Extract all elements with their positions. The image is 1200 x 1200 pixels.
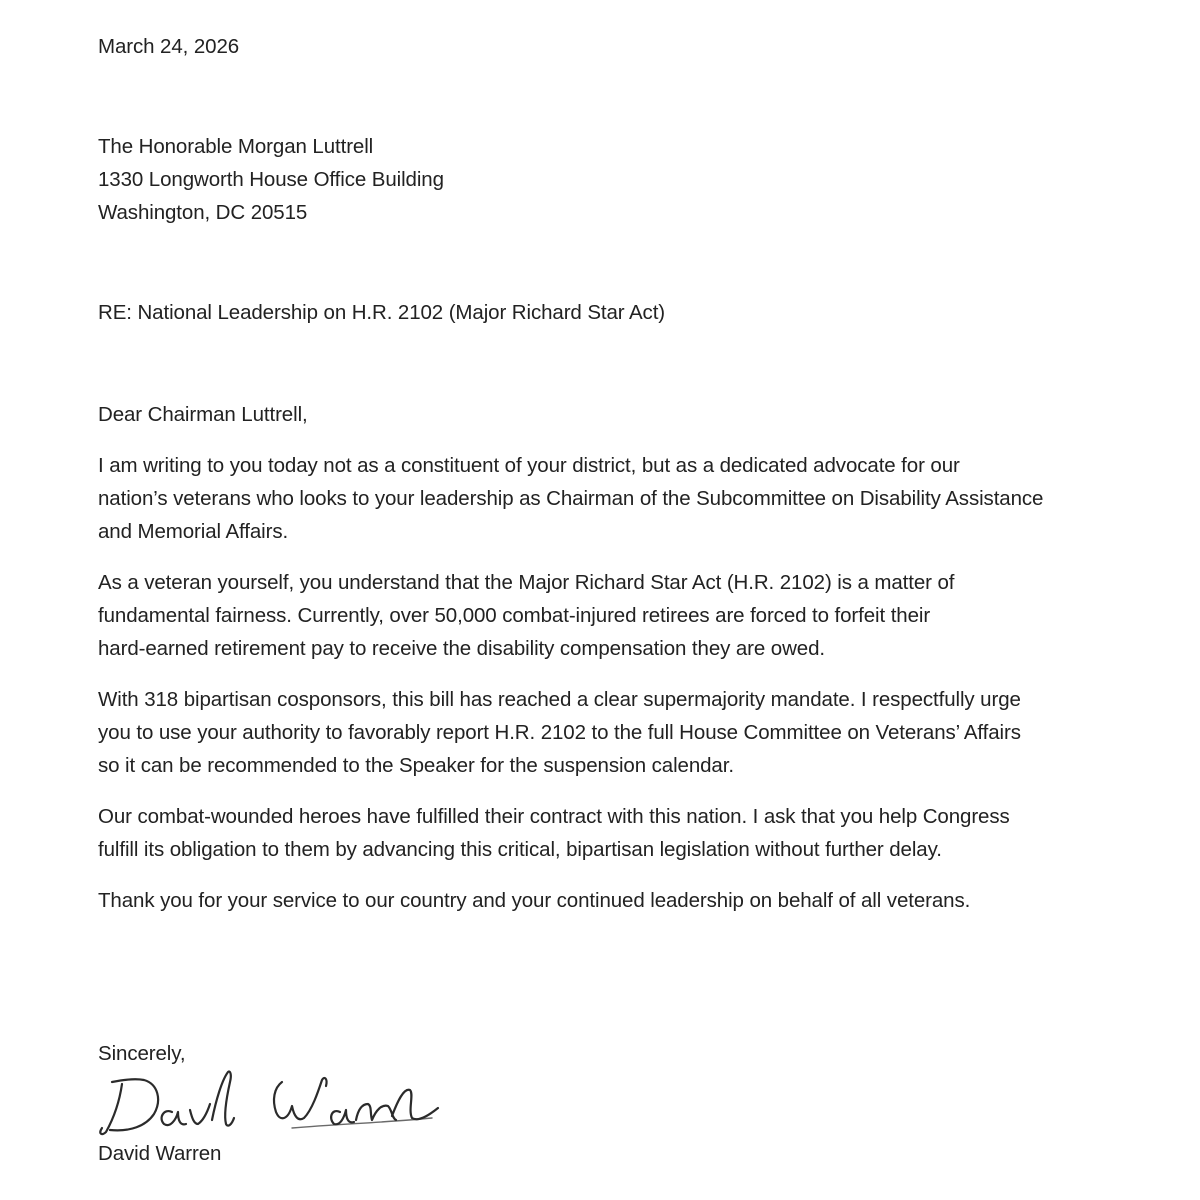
paragraph-line: nation’s veterans who looks to your leadership as Chairman of the Subcommittee on Disability Assistance [98,487,1044,510]
body-paragraph-3 [98,683,1108,782]
paragraph-line: As a veteran yourself, you understand that the Major Richard Star Act (H.R. 2102) is a matter of [98,571,955,594]
addressee-street: 1330 Longworth House Office Building [98,168,444,191]
paragraph-line: Our combat-wounded heroes have fulfilled their contract with this nation. I ask that you help Congress [98,805,1010,828]
letter-date: March 24, 2026 [98,35,240,58]
body-paragraph-1 [98,449,1108,548]
paragraph-line: fulfill its obligation to them by advancing this critical, bipartisan legislation without further delay. [98,838,942,861]
addressee-name: The Honorable Morgan Luttrell [98,135,374,158]
paragraph-line: I am writing to you today not as a constituent of your district, but as a dedicated advocate for our [98,454,960,477]
paragraph-line: Thank you for your service to our country and your continued leadership on behalf of all veterans. [98,889,971,912]
paragraph-line: so it can be recommended to the Speaker for the suspension calendar. [98,754,734,777]
body-paragraph-5 [98,884,1108,917]
paragraph-line: and Memorial Affairs. [98,520,289,543]
closing: Sincerely, [98,1042,186,1065]
body-paragraph-2 [98,566,1108,665]
body-paragraph-4 [98,800,1108,866]
addressee-block [98,130,1108,229]
paragraph-line: With 318 bipartisan cosponsors, this bill has reached a clear supermajority mandate. I respectfully urge [98,688,1021,711]
paragraph-line: hard-earned retirement pay to receive the disability compensation they are owed. [98,637,825,660]
subject-line: RE: National Leadership on H.R. 2102 (Major Richard Star Act) [98,301,666,324]
paragraph-line: fundamental fairness. Currently, over 50,000 combat-injured retirees are forced to forfeit their [98,604,931,627]
salutation: Dear Chairman Luttrell, [98,403,308,426]
handwritten-signature [92,1060,442,1140]
signer-name: David Warren [98,1142,222,1165]
addressee-city: Washington, DC 20515 [98,201,308,224]
paragraph-line: you to use your authority to favorably report H.R. 2102 to the full House Committee on Veterans’ Affairs [98,721,1021,744]
